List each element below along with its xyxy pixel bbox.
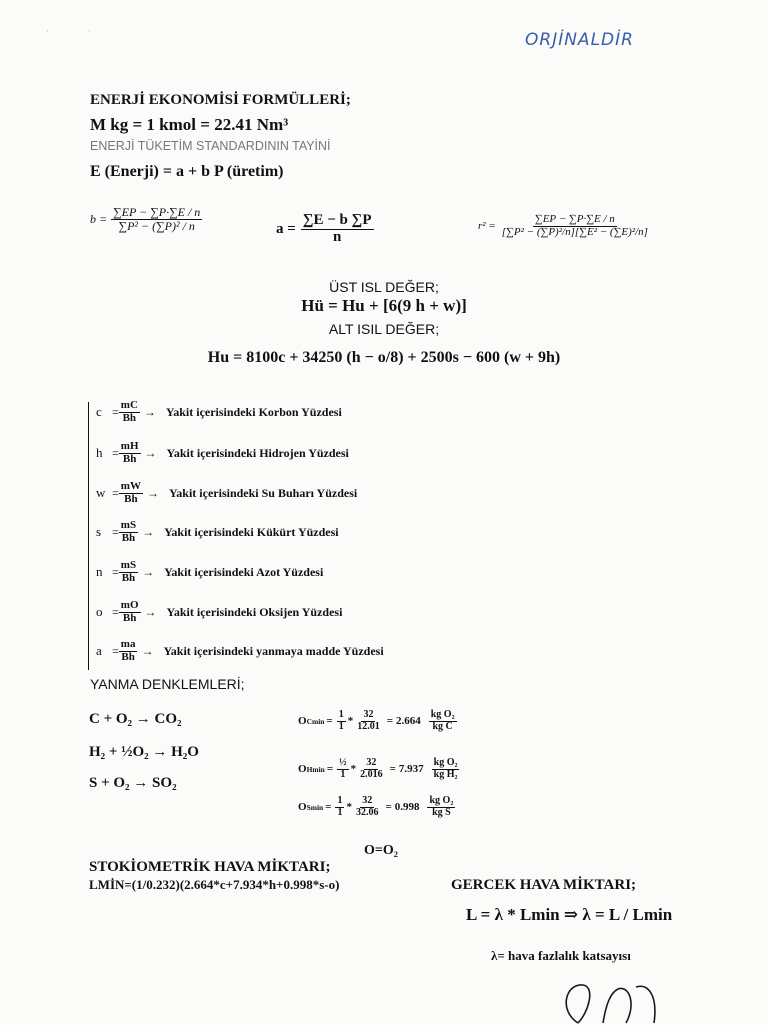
signature: [548, 975, 668, 1025]
component-denominator: Bh: [122, 452, 137, 465]
omin-unit-num: kg O₂: [433, 757, 458, 768]
component-symbol: w: [96, 485, 106, 501]
formula-a-lhs: a =: [276, 220, 296, 237]
omin-coef-num: 1: [338, 709, 344, 720]
units-line: M kg = 1 kmol = 22.41 Nm³: [90, 115, 289, 134]
component-description: Yakit içerisindeki yanmaya madde Yüzdesi: [163, 643, 384, 658]
component-denominator: Bh: [122, 411, 137, 424]
omin-coef-num: 1: [337, 795, 343, 806]
component-row-w: w = $\frac{mW}{Bh}$ → Yakit içerisindeki Su Buharı Yüzdesi: [96, 480, 358, 505]
stoichiometric-air-title: STOKİOMETRİK HAVA MİKTARI;: [89, 859, 331, 875]
component-numerator: mC: [120, 399, 138, 411]
omin-superscript: S: [306, 802, 311, 812]
omin-unit-num: kg O₂: [430, 709, 455, 720]
component-denominator: Bh: [122, 611, 137, 624]
formula-a-denominator: n: [332, 228, 342, 245]
component-numerator: mW: [120, 480, 141, 492]
formula-a-numerator: ∑E − b ∑P: [302, 212, 372, 228]
omin-coef-den: 1: [338, 720, 344, 732]
omin-hydrogen: O H min = $\frac{\text{½}}{1}$ * $\frac{32}{2.016}$ = 7.937 $\frac{\text{kg O₂}}{\text{kg H₂}}$: [298, 757, 458, 780]
omin-coef-num: ½: [339, 757, 347, 768]
omin-unit-den: kg H₂: [433, 768, 458, 780]
component-symbol: s: [96, 524, 102, 540]
omin-superscript: H: [306, 764, 313, 774]
section-title: ENERJİ EKONOMİSİ FORMÜLLERİ;: [90, 92, 351, 108]
component-denominator: Bh: [124, 492, 138, 505]
arrow-icon: →: [142, 524, 155, 539]
component-numerator: mH: [120, 440, 139, 452]
omin-unit-num: kg O₂: [429, 795, 454, 806]
omin-unit-den: kg C: [432, 720, 453, 732]
omin-sulfur: O S min = $\frac{1}{1}$ * $\frac{32}{32.06}$ = 0.998 $\frac{\text{kg O₂}}{\text{kg S}}$: [298, 795, 454, 818]
component-row-h: h = $\frac{mH}{Bh}$ → Yakit içerisindeki Hidrojen Yüzdesi: [96, 440, 349, 465]
formula-b-numerator: ∑EP − ∑P·∑E / n: [113, 205, 201, 219]
oxygen-note: O=O₂: [364, 843, 398, 858]
arrow-icon: →: [142, 564, 155, 579]
formula-r-squared: [478, 214, 650, 238]
omin-mass-num: 32: [366, 757, 377, 768]
component-row-n: n = $\frac{mS}{Bh}$ → Yakit içerisindeki Azot Yüzdesi: [96, 559, 324, 584]
arrow-icon: →: [141, 643, 154, 658]
real-air-title: GERCEK HAVA MİKTARI;: [451, 877, 637, 893]
omin-coef-den: 1: [337, 806, 343, 818]
component-row-a: a = $\frac{ma}{Bh}$ → Yakit içerisindeki yanmaya madde Yüzdesi: [96, 638, 384, 663]
arrow-icon: →: [144, 445, 157, 460]
component-description: Yakit içerisindeki Korbon Yüzdesi: [165, 404, 342, 419]
omin-mass-den: 2.016: [360, 768, 383, 780]
arrow-icon: →: [144, 604, 157, 619]
omin-result: 0.998: [394, 801, 420, 813]
omin-mass-den: 32.06: [355, 806, 379, 818]
component-description: Yakit içerisindeki Azot Yüzdesi: [164, 564, 324, 579]
component-numerator: mS: [120, 519, 137, 531]
component-symbol: c: [96, 404, 102, 420]
component-symbol: n: [96, 564, 103, 580]
component-denominator: Bh: [121, 531, 136, 544]
omin-unit-den: kg S: [432, 806, 451, 818]
component-numerator: mS: [120, 559, 137, 571]
reaction-sulfur: S + O₂ → SO₂: [89, 775, 177, 791]
component-symbol: a: [96, 643, 102, 659]
component-row-c: c = $\frac{mC}{Bh}$ → Yakit içerisindeki Korbon Yüzdesi: [96, 399, 342, 424]
formula-b-denominator: ∑P² − (∑P)² / n: [118, 218, 195, 233]
real-air-equation: L = λ * Lmin ⇒ λ = L / Lmin: [466, 905, 673, 924]
component-symbol: h: [96, 445, 103, 461]
omin-superscript: C: [306, 716, 312, 726]
upper-heating-equation: Hü = Hu + [6(9 h + w)]: [301, 296, 467, 315]
reaction-hydrogen: H₂ + ½O₂ → H₂O: [89, 744, 199, 760]
formula-b: [90, 206, 202, 232]
upper-heating-label: ÜST ISL DEĞER;: [329, 279, 439, 295]
scan-speck: ·: [46, 27, 49, 36]
formula-a: [276, 213, 374, 246]
component-numerator: ma: [120, 638, 136, 650]
formula-r-numerator: ∑EP − ∑P·∑E / n: [534, 213, 615, 225]
stoichiometric-air-equation: LMİN=(1/0.232)(2.664*c+7.934*h+0.998*s-o): [89, 877, 340, 892]
component-denominator: Bh: [121, 650, 135, 663]
lambda-note: λ= hava fazlalık katsayısı: [491, 948, 631, 963]
arrow-icon: →: [143, 404, 156, 419]
combustion-title: YANMA DENKLEMLERİ;: [90, 676, 245, 692]
omin-carbon: O C min = $\frac{1}{1}$ * $\frac{32}{12.01}$ = 2.664 $\frac{\text{kg O₂}}{\text{kg C}}$: [298, 709, 455, 732]
component-row-o: o = $\frac{mO}{Bh}$ → Yakit içerisindeki Oksijen Yüzdesi: [96, 599, 343, 624]
arrow-icon: →: [146, 485, 159, 500]
component-row-s: s = $\frac{mS}{Bh}$ → Yakit içerisindeki Kükürt Yüzdesi: [96, 519, 339, 544]
component-description: Yakit içerisindeki Su Buharı Yüzdesi: [168, 485, 358, 500]
omin-coef-den: 1: [340, 768, 346, 780]
omin-result: 2.664: [395, 715, 421, 727]
component-description: Yakit içerisindeki Hidrojen Yüzdesi: [166, 445, 349, 460]
component-denominator: Bh: [121, 571, 136, 584]
scan-speck: ·: [88, 27, 91, 36]
original-stamp: ORJİNALDİR: [525, 30, 634, 50]
component-symbol: o: [96, 604, 103, 620]
formula-r-lhs: r² =: [478, 220, 496, 233]
omin-mass-num: 32: [363, 709, 374, 720]
lower-heating-label: ALT ISIL DEĞER;: [328, 321, 440, 337]
formula-b-lhs: b =: [90, 211, 108, 226]
omin-mass-den: 12.01: [357, 720, 380, 732]
omin-result: 7.937: [398, 763, 424, 775]
component-numerator: mO: [120, 599, 139, 611]
omin-mass-num: 32: [362, 795, 373, 806]
energy-equation: E (Enerji) = a + b P (üretim): [90, 163, 284, 180]
section-subtitle: ENERJİ TÜKETİM STANDARDININ TAYİNİ: [90, 139, 331, 153]
component-description: Yakit içerisindeki Oksijen Yüzdesi: [166, 604, 343, 619]
formula-r-denominator: [∑P² − (∑P)²/n][∑E² − (∑E)²/n]: [501, 225, 648, 238]
lower-heating-equation: Hu = 8100c + 34250 (h − o/8) + 2500s − 600 (w + 9h): [207, 349, 561, 366]
component-description: Yakit içerisindeki Kükürt Yüzdesi: [164, 524, 339, 539]
reaction-carbon: C + O₂ → CO₂: [89, 711, 182, 727]
